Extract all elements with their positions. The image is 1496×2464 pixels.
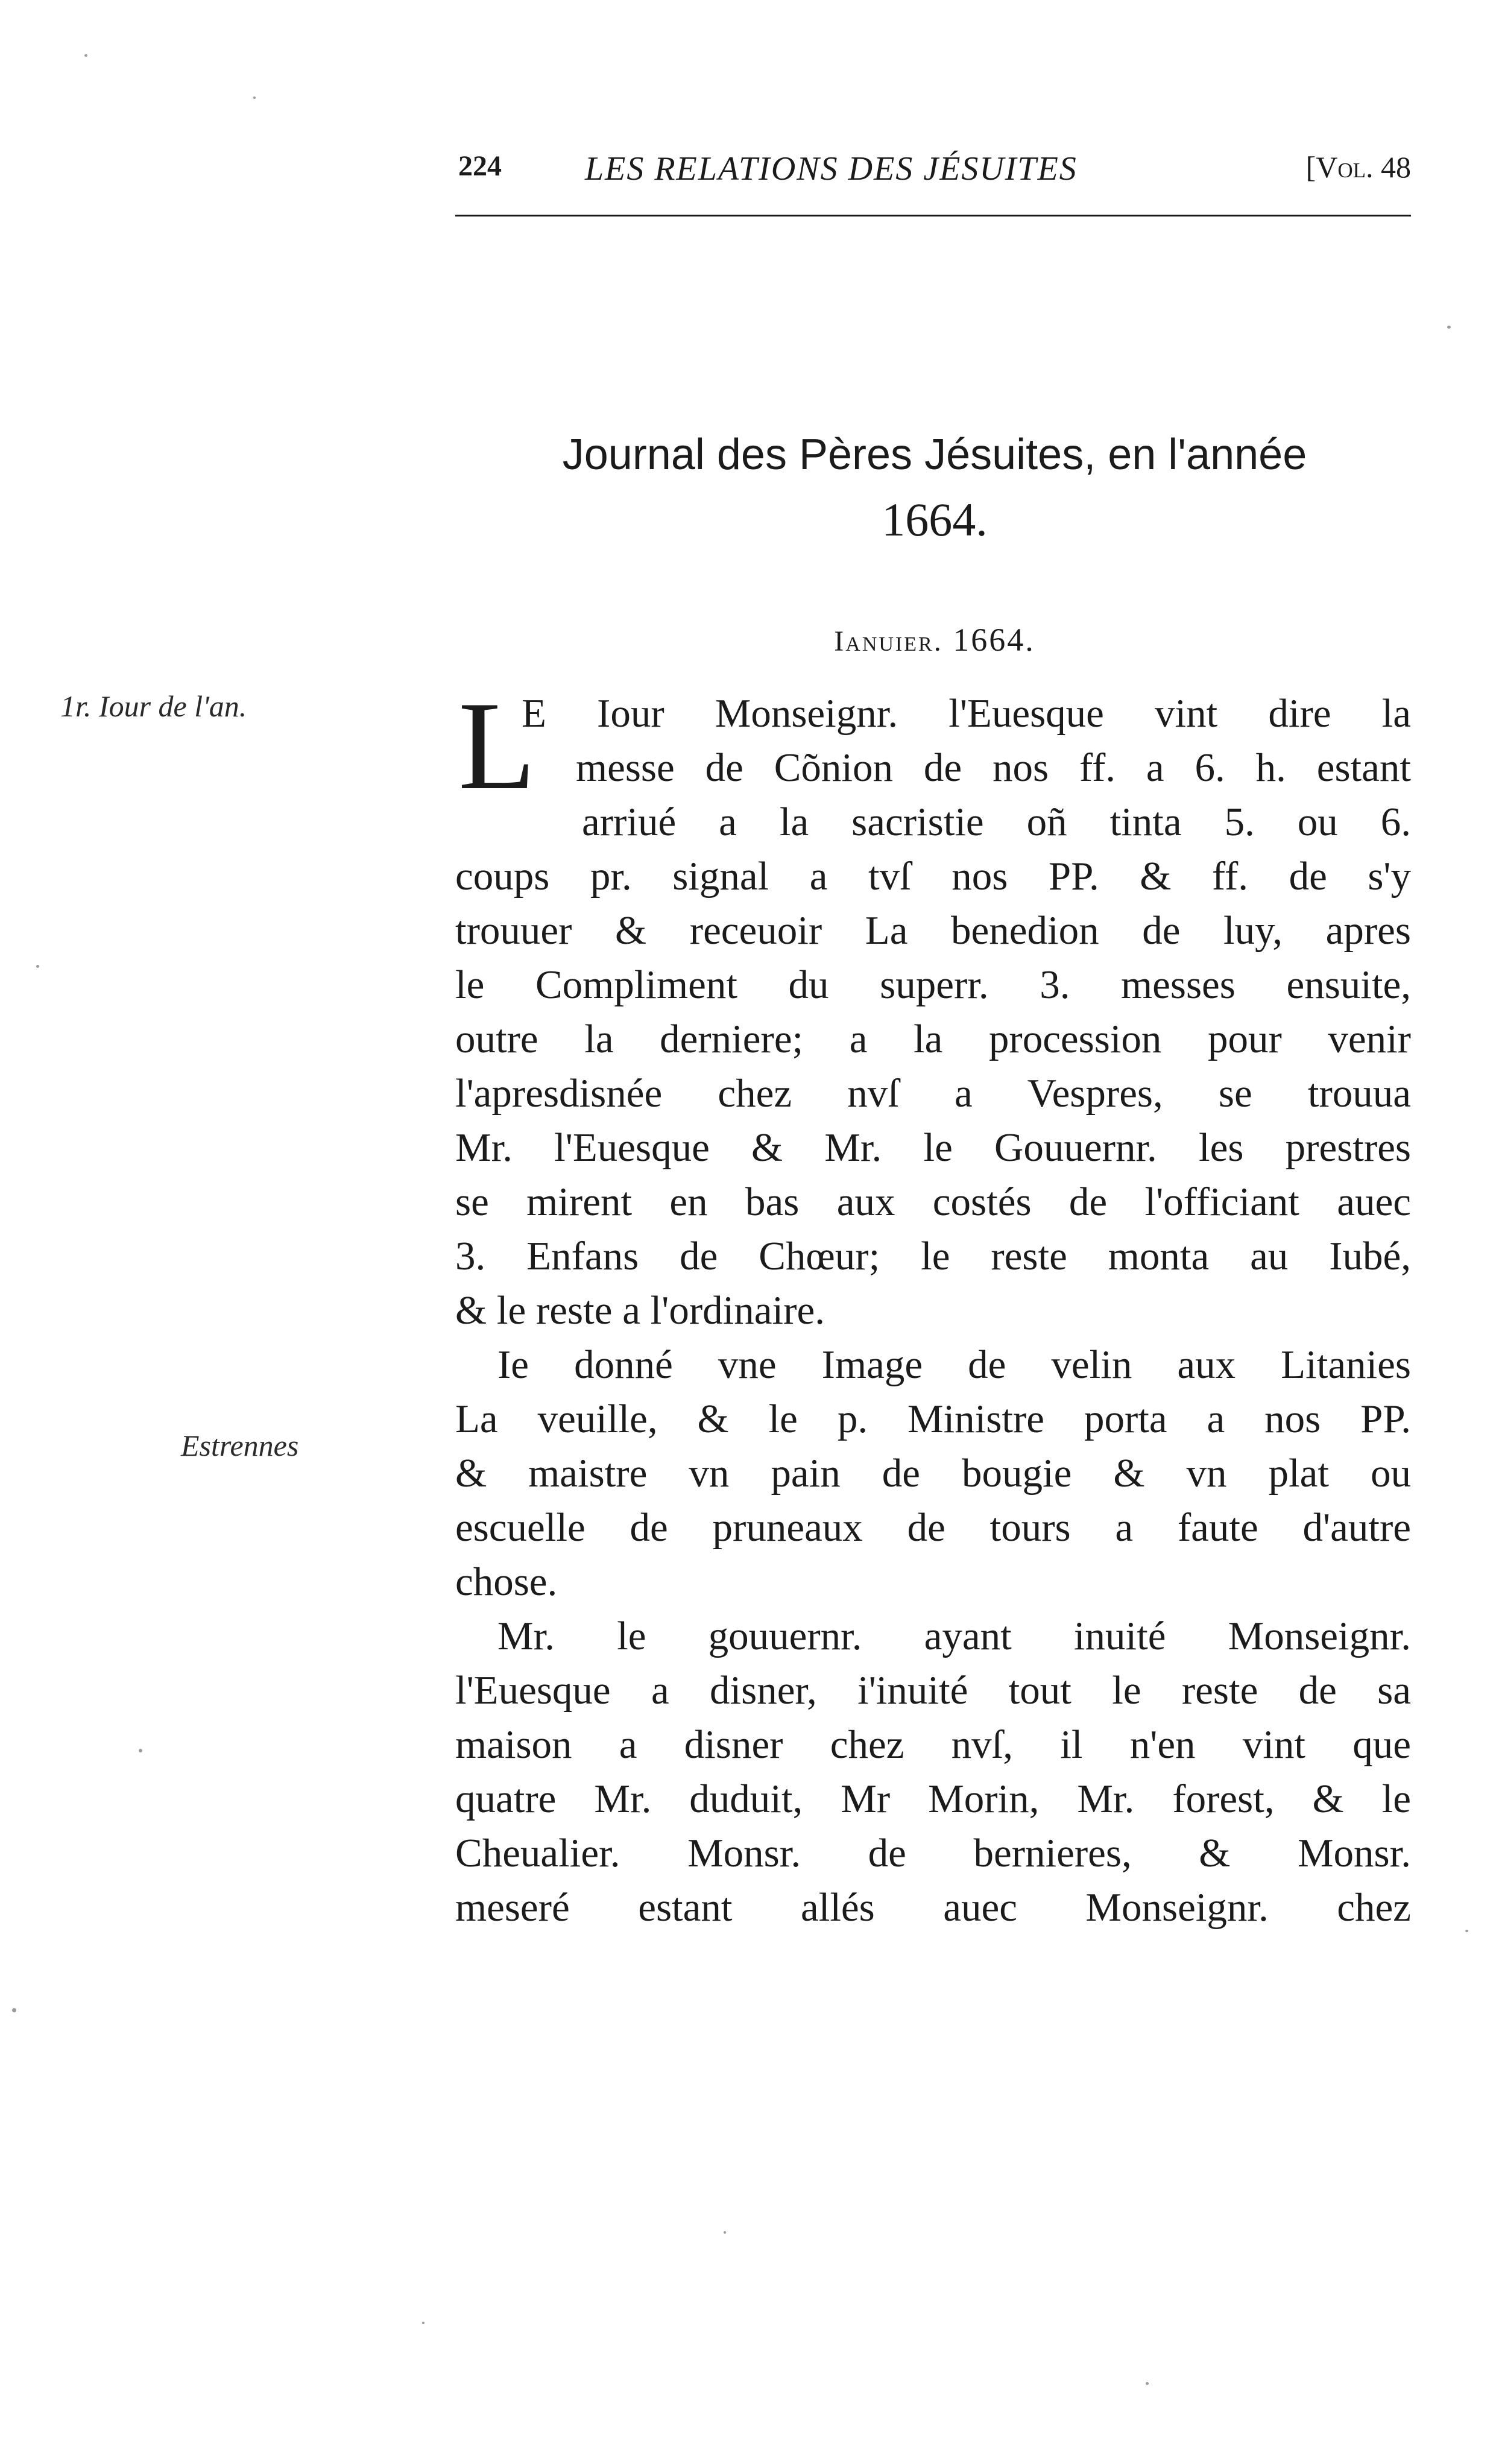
volume-label: [Vol. 48 bbox=[1305, 150, 1411, 184]
scan-speck bbox=[84, 54, 87, 57]
chapter-title-line1: Journal des Pères Jésuites, en l'année bbox=[562, 431, 1307, 479]
body-line: Mr. l'Euesque & Mr. le Gouuernr. les prestres bbox=[455, 1125, 1411, 1170]
body-line: maison a disner chez nvſ, il n'en vint que bbox=[455, 1722, 1411, 1767]
body-line: E Iour Monseignr. l'Euesque vint dire la bbox=[522, 691, 1411, 736]
body-line: outre la derniere; a la procession pour venir bbox=[455, 1017, 1411, 1061]
body-line: l'Euesque a disner, i'inuité tout le reste de sa bbox=[455, 1668, 1411, 1713]
body-line: messe de Cõnion de nos ff. a 6. h. estant bbox=[576, 745, 1411, 790]
body-line: & maistre vn pain de bougie & vn plat ou bbox=[455, 1451, 1411, 1496]
body-line: chose. bbox=[455, 1559, 558, 1604]
running-header bbox=[458, 150, 1411, 192]
chapter-title-line2: 1664. bbox=[882, 493, 988, 546]
body-line: quatre Mr. duduit, Mr Morin, Mr. forest, & le bbox=[455, 1777, 1411, 1821]
body-line: escuelle de pruneaux de tours a faute d'autre bbox=[455, 1505, 1411, 1550]
margin-note-new-year: 1r. Iour de l'an. bbox=[60, 689, 247, 723]
chapter-title bbox=[458, 422, 1411, 552]
month-heading bbox=[458, 621, 1411, 659]
scan-speck bbox=[1465, 1930, 1468, 1932]
page-number: 224 bbox=[458, 150, 502, 182]
body-line: arriué a la sacristie oñ tinta 5. ou 6. bbox=[582, 800, 1411, 844]
drop-cap: L bbox=[458, 676, 536, 816]
scan-speck bbox=[1447, 326, 1451, 329]
body-line: meseré estant allés auec Monseignr. chez bbox=[455, 1885, 1411, 1930]
scan-speck bbox=[253, 96, 256, 99]
scan-speck bbox=[36, 965, 39, 968]
body-line: Cheualier. Monsr. de bernieres, & Monsr. bbox=[455, 1831, 1411, 1875]
body-line: La veuille, & le p. Ministre porta a nos PP. bbox=[455, 1397, 1411, 1441]
body-line: coups pr. signal a tvſ nos PP. & ff. de s'y bbox=[455, 854, 1411, 899]
body-line: & le reste a l'ordinaire. bbox=[455, 1288, 825, 1333]
running-title: LES RELATIONS DES JÉSUITES bbox=[585, 150, 1078, 188]
body-line: 3. Enfans de Chœur; le reste monta au Iubé, bbox=[455, 1234, 1411, 1278]
body-line: trouuer & receuoir La benedion de luy, apres bbox=[455, 908, 1411, 953]
body-line: Mr. le gouuernr. ayant inuité Monseignr. bbox=[497, 1614, 1411, 1658]
scan-speck bbox=[139, 1749, 142, 1752]
month-year: 1664. bbox=[953, 622, 1035, 658]
month-name: Ianuier. bbox=[834, 625, 943, 657]
body-line: le Compliment du superr. 3. messes ensuite, bbox=[455, 962, 1411, 1007]
scan-speck bbox=[1146, 2382, 1149, 2385]
body-line: l'apresdisnée chez nvſ a Vespres, se trouua bbox=[455, 1071, 1411, 1116]
scan-speck bbox=[12, 2008, 16, 2012]
header-rule bbox=[455, 215, 1411, 216]
body-line: Ie donné vne Image de velin aux Litanies bbox=[497, 1342, 1411, 1387]
body-line: se mirent en bas aux costés de l'officiant auec bbox=[455, 1180, 1411, 1224]
margin-note-estrennes: Estrennes bbox=[181, 1429, 299, 1462]
scan-speck bbox=[422, 2322, 424, 2324]
scan-speck bbox=[724, 2231, 726, 2234]
